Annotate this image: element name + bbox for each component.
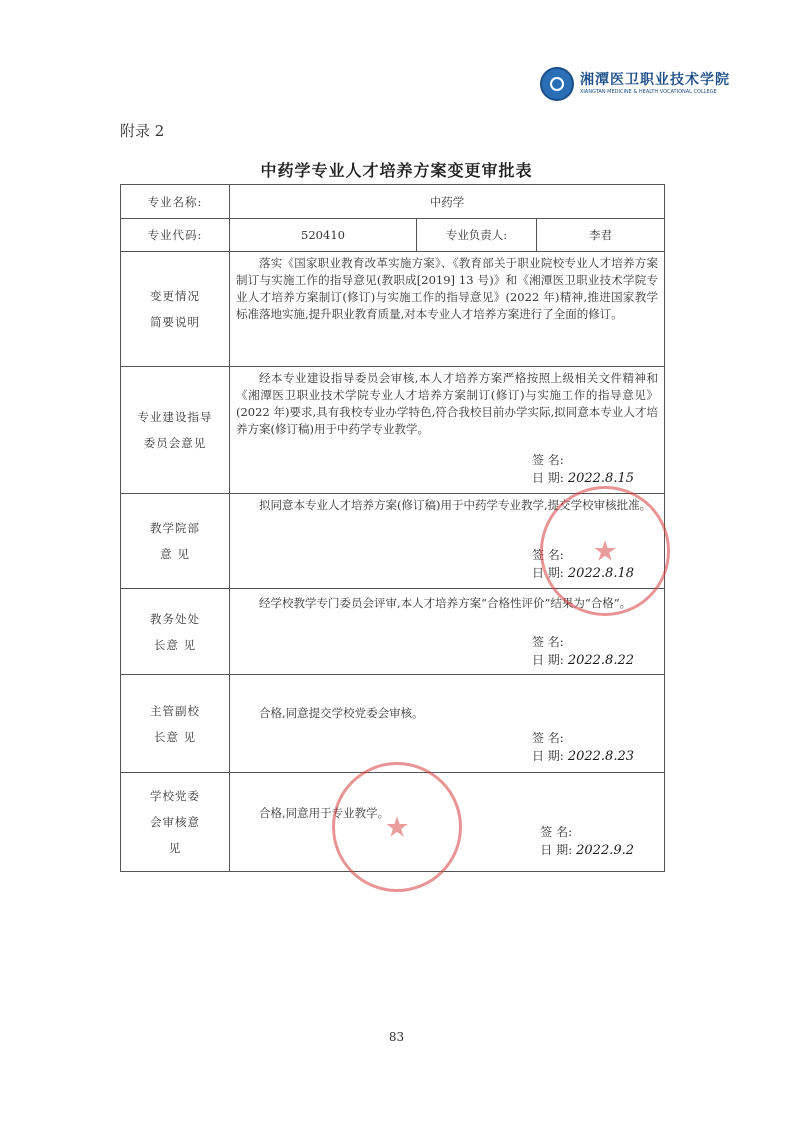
vp-label-text: 主管副校长意 见 xyxy=(150,703,200,744)
page-number: 83 xyxy=(388,1030,405,1044)
dept-label-text: 教学院部意 见 xyxy=(150,521,200,561)
academic-signature xyxy=(532,633,634,670)
party-label-text: 学校党委会审核意见 xyxy=(150,789,200,855)
college-logo xyxy=(540,66,730,106)
appendix-label: 附录 2 xyxy=(120,122,165,140)
academic-text: 经学校教学专门委员会评审,本人才培养方案“合格性评价”结果为“合格”。 xyxy=(259,596,632,610)
date-label: 日 期: xyxy=(531,471,564,485)
party-date: 2022.9.2 xyxy=(576,843,635,858)
party-label xyxy=(121,773,230,872)
vp-row xyxy=(121,675,665,773)
sign-label: 签 名: xyxy=(540,825,573,839)
logo-chinese-name: 湘潭医卫职业技术学院 xyxy=(580,72,730,88)
college-seal-stamp xyxy=(540,486,670,616)
academic-label xyxy=(121,589,230,675)
date-label: 日 期: xyxy=(531,749,564,763)
academic-label-text: 教务处处长意 见 xyxy=(150,611,200,652)
document-title: 中药学专业人才培养方案变更审批表 xyxy=(260,161,533,180)
committee-text: 经本专业建设指导委员会审核,本人才培养方案严格按照上级相关文件精神和《湘潭医卫职业技术学院专业人才培养方案制订(修订)与实施工作的指导意见》(2022 年)要求,具有我校专业办学特色,符合我校目前办学实际,拟同意本专业人才培养方案(修订稿)用于中药学专业教学。 xyxy=(236,371,659,436)
change-label-text: 变更情况简要说明 xyxy=(150,289,200,329)
vp-label xyxy=(121,675,230,773)
change-cell xyxy=(230,252,665,367)
sign-label: 签 名: xyxy=(531,453,564,467)
vp-date: 2022.8.23 xyxy=(567,749,635,764)
major-code-label: 专业代码: xyxy=(121,219,230,252)
committee-sign-line xyxy=(532,451,634,469)
change-row xyxy=(121,252,665,367)
vp-cell xyxy=(230,675,665,773)
leader-value: 李君 xyxy=(537,219,665,252)
vp-date-line xyxy=(532,747,634,766)
date-label: 日 期: xyxy=(531,566,564,580)
academic-sign-line xyxy=(532,633,634,651)
committee-date: 2022.8.15 xyxy=(567,471,635,486)
sign-label: 签 名: xyxy=(531,731,564,745)
academic-date-line xyxy=(532,651,634,670)
major-name-value: 中药学 xyxy=(230,185,665,219)
logo-english-name: XIANGTAN MEDICINE & HEALTH VOCATIONAL COLLEGE xyxy=(580,89,717,95)
vp-text: 合格,同意提交学校党委会审核。 xyxy=(259,706,424,720)
change-text: 落实《国家职业教育改革实施方案》、《教育部关于职业院校专业人才培养方案制订与实施工作的指导意见(教职成[2019] 13 号)》和《湘潭医卫职业技术学院专业人才培养方案制订(修订)与实施工作的指导意见》(2022 年)精神,推进国家教学标准落地实施,提升职业教育质量,对本专业人才培养方案进行了全面的修订。 xyxy=(236,256,659,321)
committee-label-text: 专业建设指导委员会意见 xyxy=(137,410,213,450)
sign-label: 签 名: xyxy=(531,635,564,649)
party-date-line xyxy=(540,841,634,860)
date-label: 日 期: xyxy=(531,653,564,667)
committee-row xyxy=(121,367,665,494)
sign-label: 签 名: xyxy=(531,548,564,562)
major-code-value: 520410 xyxy=(230,219,417,252)
leader-label: 专业负责人: xyxy=(417,219,537,252)
major-name-label: 专业名称: xyxy=(121,185,230,219)
vp-sign-line xyxy=(532,729,634,747)
major-code-row xyxy=(121,219,665,252)
college-emblem-icon xyxy=(540,67,574,101)
dept-date: 2022.8.18 xyxy=(567,566,635,581)
date-label: 日 期: xyxy=(540,843,573,857)
party-committee-seal-stamp xyxy=(332,762,462,892)
party-text: 合格,同意用于专业教学。 xyxy=(259,806,390,820)
vp-signature xyxy=(532,729,634,766)
committee-cell xyxy=(230,367,665,494)
party-signature xyxy=(540,823,634,860)
dept-text: 拟同意本专业人才培养方案(修订稿)用于中药学专业教学,提交学校审核批准。 xyxy=(259,498,652,512)
committee-label xyxy=(121,367,230,494)
major-name-row xyxy=(121,185,665,219)
dept-label xyxy=(121,494,230,589)
committee-date-line xyxy=(532,469,634,488)
academic-date: 2022.8.22 xyxy=(567,653,635,668)
party-sign-line xyxy=(540,823,634,841)
committee-signature xyxy=(532,451,634,488)
change-label xyxy=(121,252,230,367)
